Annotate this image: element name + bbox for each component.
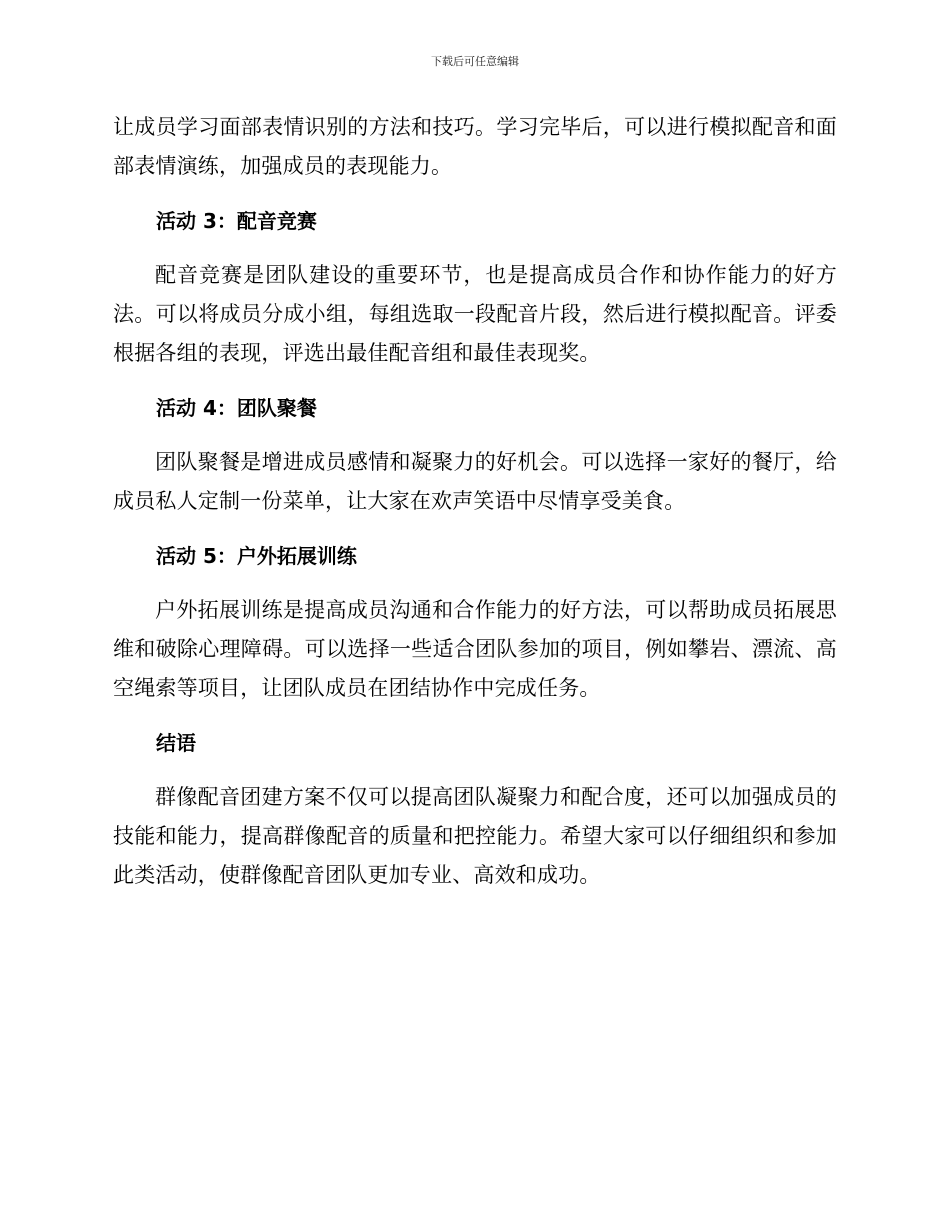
paragraph-activity-4: 团队聚餐是增进成员感情和凝聚力的好机会。可以选择一家好的餐厅，给成员私人定制一份菜单，让大家在欢声笑语中尽情享受美食。 [113, 450, 837, 513]
section-heading-conclusion: 结语 [156, 731, 196, 755]
section-heading-activity-3: 活动 3：配音竞赛 [156, 209, 317, 233]
section-heading-activity-4: 活动 4：团队聚餐 [156, 396, 317, 420]
paragraph-activity-5: 户外拓展训练是提高成员沟通和合作能力的好方法，可以帮助成员拓展思维和破除心理障碍。可以选择一些适合团队参加的项目，例如攀岩、漂流、高空绳索等项目，让团队成员在团结协作中完成任务。 [113, 598, 837, 700]
paragraph-continuation: 让成员学习面部表情识别的方法和技巧。学习完毕后，可以进行模拟配音和面部表情演练，加强成员的表现能力。 [113, 115, 837, 178]
paragraph-activity-3: 配音竞赛是团队建设的重要环节，也是提高成员合作和协作能力的好方法。可以将成员分成小组，每组选取一段配音片段，然后进行模拟配音。评委根据各组的表现，评选出最佳配音组和最佳表现奖。 [113, 263, 837, 365]
document-body [113, 108, 837, 895]
page-header: 下载后可任意编辑 [431, 55, 519, 68]
section-heading-activity-5: 活动 5：户外拓展训练 [156, 544, 357, 568]
paragraph-conclusion: 群像配音团建方案不仅可以提高团队凝聚力和配合度，还可以加强成员的技能和能力，提高群像配音的质量和把控能力。希望大家可以仔细组织和参加此类活动，使群像配音团队更加专业、高效和成功。 [113, 785, 837, 887]
